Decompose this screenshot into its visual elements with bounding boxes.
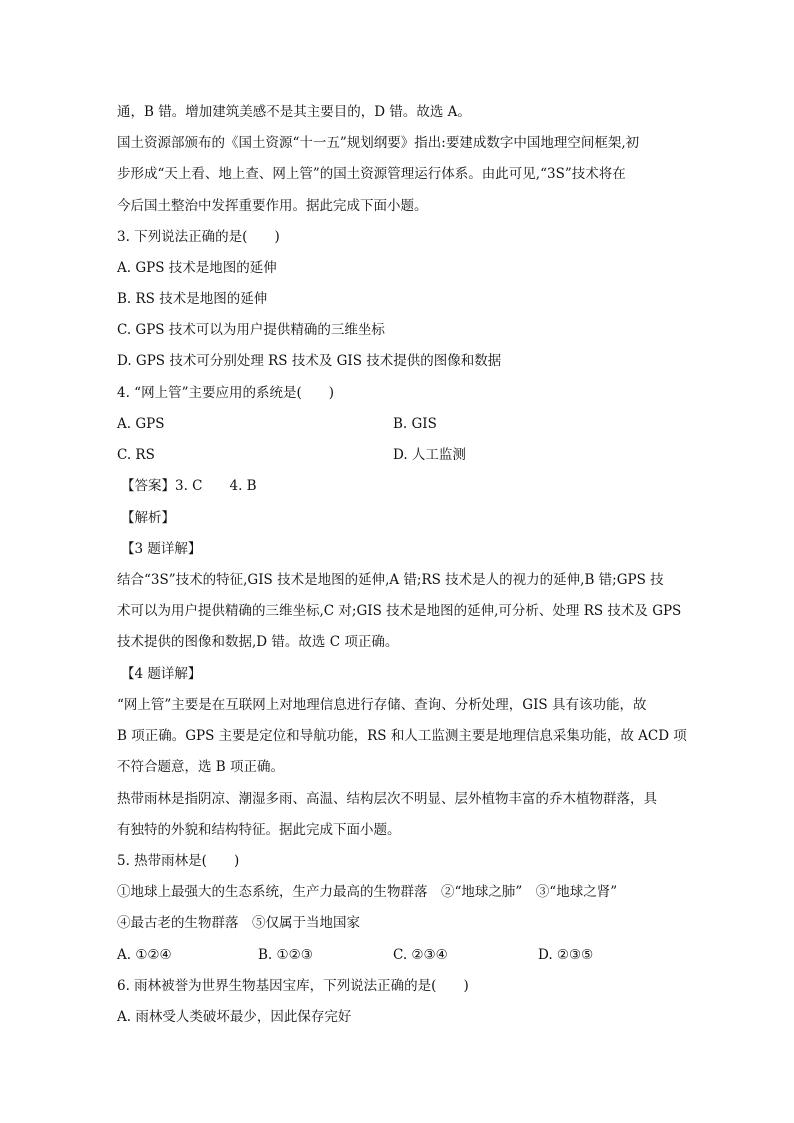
rainforest-intro: 热带雨林是指阴凉、潮湿多雨、高温、结构层次不明显、层外植物丰富的乔木植物群落，具 [117,791,657,807]
question-5-stem: 5. 热带雨林是( ) [117,853,240,869]
question-5-items: ④最古老的生物群落 ⑤仅属于当地国家 [117,915,360,931]
rainforest-intro: 有独特的外貌和结构特征。据此完成下面小题。 [117,822,401,838]
question-3-option-b: B. RS 技术是地图的延伸 [117,291,268,307]
question-3-stem: 3. 下列说法正确的是( ) [117,229,280,245]
question-6-stem: 6. 雨林被誉为世界生物基因宝库，下列说法正确的是( ) [117,978,469,994]
question-4-option-a: A. GPS [117,416,165,432]
question-3-option-d: D. GPS 技术可分别处理 RS 技术及 GIS 技术提供的图像和数据 [117,353,502,369]
answer-line: 【答案】3. C 4. B [121,478,257,494]
analysis-label: 【解析】 [121,510,175,526]
text-line: 步形成“天上看、地上查、网上管”的国土资源管理运行体系。由此可见,“3S”技术将在 [117,166,626,182]
question-4-detail-text: 不符合题意，选 B 项正确。 [117,759,285,775]
text-line: 国土资源部颁布的《国土资源“十一五”规划纲要》指出:要建成数字中国地理空间框架,初 [117,135,640,151]
question-5-option-a: A. ①②④ [117,947,172,963]
question-3-option-c: C. GPS 技术可以为用户提供精确的三维坐标 [117,322,385,338]
question-4-detail-text: B 项正确。GPS 主要是定位和导航功能，RS 和人工监测主要是地理信息采集功能，故 ACD 项 [117,728,687,744]
question-4-option-d: D. 人工监测 [393,447,466,463]
question-6-option-a: A. 雨林受人类破坏最少，因此保存完好 [117,1009,352,1025]
question-5-option-c: C. ②③④ [393,947,448,963]
question-5-items: ①地球上最强大的生态系统，生产力最高的生物群落 ②“地球之肺” ③“地球之肾” [117,884,618,900]
question-3-detail-text: 结合“3S”技术的特征,GIS 技术是地图的延伸,A 错;RS 技术是人的视力的延伸,B 错;GPS 技 [117,572,664,588]
question-4-detail-label: 【4 题详解】 [121,666,202,682]
question-3-option-a: A. GPS 技术是地图的延伸 [117,260,277,276]
question-4-option-b: B. GIS [393,416,437,432]
question-3-detail-label: 【3 题详解】 [121,541,202,557]
question-4-stem: 4. “网上管”主要应用的系统是( ) [117,385,335,401]
question-4-option-c: C. RS [117,447,155,463]
question-4-detail-text: “网上管”主要是在互联网上对地理信息进行存储、查询、分析处理，GIS 具有该功能，故 [117,697,647,713]
text-line: 通，B 错。增加建筑美感不是其主要目的，D 错。故选 A。 [117,104,471,120]
question-3-detail-text: 技术提供的图像和数据,D 错。故选 C 项正确。 [117,634,399,650]
question-5-option-d: D. ②③⑤ [538,947,594,963]
text-line: 今后国土整治中发挥重要作用。据此完成下面小题。 [117,198,428,214]
question-5-option-b: B. ①②③ [258,947,313,963]
question-3-detail-text: 术可以为用户提供精确的三维坐标,C 对;GIS 技术是地图的延伸,可分析、处理 RS 技术及 GPS [117,603,682,619]
